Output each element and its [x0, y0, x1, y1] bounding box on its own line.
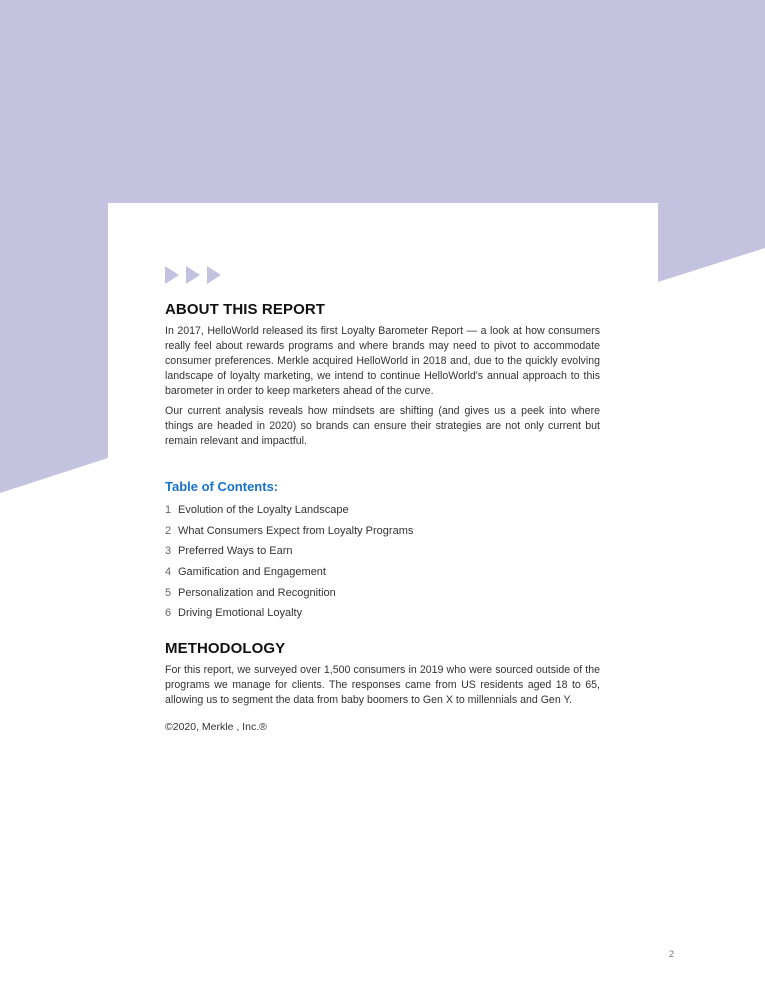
report-content	[165, 266, 600, 733]
toc-item	[165, 583, 600, 604]
toc-item-number: 4	[165, 566, 172, 579]
toc-item-label: Personalization and Recognition	[178, 586, 336, 599]
toc-item-number: 3	[165, 545, 172, 558]
triangle-arrow-icon	[207, 266, 221, 284]
about-paragraph-1: In 2017, HelloWorld released its first Loyalty Barometer Report — a look at how consumers really feel about rewards programs and where brands may need to pivot to accommodate consumer preferences. Merkle acquired HelloWorld in 2018 and, due to the quickly evolving landscape of loyalty marketing, we intend to continue HelloWorld's annual approach to this barometer in order to keep marketers ahead of the curve.	[165, 325, 600, 397]
toc-item-number: 6	[165, 607, 172, 620]
copyright: ©2020, Merkle , Inc.®	[165, 721, 267, 734]
methodology-paragraph: For this report, we surveyed over 1,500 consumers in 2019 who were sourced outside of the programs we manage for clients. The responses came from US residents aged 18 to 65, allowing us to segment the data from baby boomers to Gen X to millennials and Gen Y.	[165, 664, 600, 707]
toc-list	[165, 500, 600, 624]
toc-item-label: Evolution of the Loyalty Landscape	[178, 504, 349, 516]
about-title: ABOUT THIS REPORT	[165, 301, 326, 318]
toc-item-label: What Consumers Expect from Loyalty Programs	[178, 524, 414, 537]
page-number: 2	[669, 949, 675, 959]
toc-item-number: 1	[165, 504, 172, 516]
toc-title: Table of Contents:	[165, 479, 279, 494]
toc-item-label: Gamification and Engagement	[178, 566, 326, 579]
triangle-arrow-icon	[165, 266, 179, 284]
toc-item	[165, 521, 600, 542]
toc-item	[165, 603, 600, 624]
toc-item-label: Driving Emotional Loyalty	[178, 607, 303, 620]
toc-item-number: 2	[165, 524, 172, 537]
triangle-arrow-icon	[186, 266, 200, 284]
toc-item-label: Preferred Ways to Earn	[178, 545, 293, 558]
toc-item	[165, 562, 600, 583]
about-paragraph-2: Our current analysis reveals how mindsets are shifting (and gives us a peek into where things are headed in 2020) so brands can ensure their strategies are not only current but remain relevant and impactful.	[165, 405, 600, 447]
toc-item	[165, 500, 600, 521]
decorative-arrows	[165, 266, 600, 286]
toc-item	[165, 541, 600, 562]
toc-item-number: 5	[165, 586, 172, 599]
methodology-title: METHODOLOGY	[165, 640, 286, 658]
